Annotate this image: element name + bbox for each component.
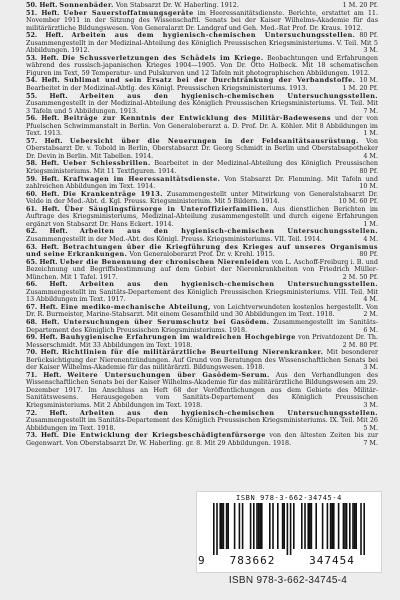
barcode-lead-digit: 9 (198, 554, 205, 567)
entry-price: 7 M. (363, 438, 378, 447)
barcode-bar (293, 503, 295, 549)
entry-title: Die Krankenträge 1913. (63, 189, 163, 198)
entry-description: Zusammengestellt im Sanitäts-Departement des Königlich Preussischen Kriegsministeriums. 1918. (26, 317, 378, 334)
entry-number: 71. Heft. (26, 370, 62, 379)
entry-number: 61. Heft. (26, 204, 60, 213)
barcode-bar (360, 503, 362, 555)
barcode-bar (304, 503, 306, 549)
entry-number: 68. Heft. (26, 317, 60, 326)
entry-number: 69. Heft. (26, 333, 58, 342)
entry-title: Die Schussverletzungen des Schädels im Kriege. (62, 53, 264, 62)
entry-price: 3 M. (363, 400, 378, 409)
barcode-image (201, 503, 377, 555)
barcode-bar (234, 503, 236, 549)
entry-title: Ueber die Benennung der chronischen Nierenleiden (59, 257, 270, 266)
publication-entry (26, 228, 378, 243)
entry-number: 67. Heft. (26, 302, 58, 311)
entry-price: 1 M. (363, 129, 378, 138)
entry-price: 7 M. (363, 106, 378, 115)
entry-title: Die Entwicklung der Kriegsbeschädigtenfürsorge (62, 431, 266, 440)
barcode-bar (338, 503, 340, 549)
barcode-bar (349, 503, 351, 549)
entry-number: 72. Heft. (26, 408, 68, 417)
entry-description: und der von Pfuelschen Schwimmanstalt in Berlin. Von Generaloberarzt a. D. Prof. Dr. A. Köhler. Mit 8 Abbildungen im Text. 1913. (26, 114, 378, 138)
publication-entry (26, 304, 378, 319)
entry-title: Betrachtungen über die Kriegführung des Krieges auf unseres Organismus und seine Erkrankungen. (26, 242, 378, 259)
entry-description: Von Oberstabsarzt Dr. v. Tobold in Berlin, Oberstabsarzt Dr. Georg Schmidt in Berlin und Oberstabsapotheker Dr. Devin in Berlin. Mit Tabellen. 1914. (26, 136, 378, 160)
barcode-bar (363, 503, 365, 555)
entry-number: 50. Heft. (26, 1, 58, 9)
entry-title: Über Säuglingsfürsorge in Unteroffizierfamilien. (64, 204, 269, 213)
barcode-bar (250, 503, 252, 549)
entry-description: Von Stabsarzt Dr. W. Haberling. 1912. (115, 1, 239, 9)
barcode-bar (259, 503, 261, 549)
entry-number: 52. Heft. (26, 31, 64, 40)
publication-entry (26, 281, 378, 304)
barcode-bar (327, 503, 329, 549)
entry-description: Aus dienstlichen Berichten im Auftrage des Kriegsministeriums, Medizinal-Abteilung zusammengestellt und durch eigene Erfahrungen ergänzt von Stabsarzt Dr. Hans Eckert. 1914. (26, 204, 378, 228)
barcode-bar (315, 503, 317, 549)
publication-entry (26, 115, 378, 138)
entry-title: Ueber Schiessbrillen. (62, 159, 151, 168)
entry-price: 4 M. (363, 295, 378, 304)
isbn-barcode-label (196, 491, 382, 573)
entry-title: Arbeiten aus den hygienisch-chemischen Untersuchungsstellen. (79, 227, 378, 236)
entry-price: 2 M. 80 Pf. (342, 340, 378, 349)
entry-price: 10 M. (359, 182, 378, 191)
barcode-bar (307, 503, 309, 549)
barcode-bar (253, 503, 255, 549)
barcode-bar (223, 503, 225, 549)
isbn-label-top: ISBN 978-3-662-34745-4 (236, 494, 342, 502)
entry-description: Zusammengestellt im Sanitäts-Departement des Königlich Preussischen Kriegsministeriums. IX. Teil. Mit 26 Abbildungen im Text. 1918. (26, 416, 378, 432)
barcode-bar (258, 503, 260, 549)
entry-number: 57. Heft. (26, 136, 63, 145)
barcode-bar (242, 503, 244, 549)
entry-number: 58. Heft. (26, 159, 60, 168)
entry-description: im Heeressanitätsdienste. Berichte, erstattet am 11. November 1911 in der Sitzung des Wissenschaftl. Senats bei der Kaiser Wilhelms-Akademie für das militärärztliche Bildungswesen. Von Generalarzt Dr. Landgraf und Geh. Med.-Rat Prof. Dr. Kraus. 1912. (26, 8, 378, 32)
entry-price: 1 M. (363, 219, 378, 228)
publication-entry (26, 77, 378, 92)
entry-price: 80 Pf. (359, 31, 378, 40)
entry-title: Untersuchungen über Serumschutz bei Gasödem. (63, 317, 270, 326)
entry-title: Sonnenbäder. (59, 1, 114, 9)
publication-entry (26, 319, 378, 334)
publication-entry (26, 349, 378, 372)
barcode-bar (343, 503, 345, 549)
entry-description: Zusammengestellt in der Medizinal-Abteilung des Königlich Preussischen Kriegsministeriums. V. Teil. Mit 5 Abbildungen. 1912. (26, 38, 378, 55)
barcode-bar (344, 503, 346, 549)
publication-list (26, 2, 378, 447)
barcode-bar (287, 503, 289, 555)
entry-number: 66. Heft. (26, 280, 68, 289)
barcode-bar (226, 503, 228, 549)
entry-price: 6 M. (363, 325, 378, 334)
barcode-bar (355, 503, 357, 549)
publication-entry (26, 32, 378, 55)
entry-description: Bearbeitet in der Medizinal-Abtlg. des Königl. Preussischen Kriegsministeriums. 1913. (26, 84, 308, 93)
entry-price: 4 M. (363, 151, 378, 160)
barcode-bar (311, 503, 313, 549)
barcode-bar (309, 503, 311, 549)
barcode-bar (272, 503, 274, 549)
barcode-bar (346, 503, 348, 549)
publication-entry (26, 372, 378, 410)
entry-price: 4 M. (363, 234, 378, 243)
barcode-bar (256, 503, 258, 549)
barcode-bar (333, 503, 335, 549)
entry-title: Arbeiten aus dem hygienisch-chemischen Untersuchungsstellen. (71, 31, 356, 40)
publication-entry (26, 244, 378, 259)
barcode-bar (322, 503, 324, 549)
barcode-bar (219, 503, 221, 549)
entry-number: 59. Heft. (26, 174, 60, 183)
entry-description: von L. Aschoff-Freiburg i. B. und Bezeichnung und Begriffsbestimmung auf dem Gebiet der Nierenkrankheiten von Friedrich Müller-München. Mit 1 Tafel. 1917. (26, 257, 378, 281)
entry-price: 3 M. (363, 363, 378, 372)
entry-price: 80 Pf. (359, 167, 378, 176)
publication-entry (26, 432, 378, 447)
entry-number: 55. Heft. (26, 91, 68, 100)
entry-price: 2 M. (363, 310, 378, 319)
entry-title: Arbeiten aus den hygienisch-chemischen Untersuchungsstellen. (79, 408, 378, 417)
entry-price: 10 M. 60 Pf. (338, 197, 378, 206)
barcode-left-digits: 783662 (229, 554, 276, 567)
barcode-bar (261, 503, 263, 549)
entry-title: Uebersicht über die Neuerungen in der Feldsanitätsausrüstung. (69, 136, 359, 145)
entry-description: von Privatdozent Dr. Th. Messerschmidt. Mit 33 Abbildungen im Text. 1918. (26, 333, 378, 349)
publication-entry (26, 206, 378, 229)
entry-number: 60. Heft. (26, 189, 60, 198)
entry-title: Kraftwagen im Heeressanitätsdienste. (63, 174, 221, 183)
entry-description: von den ältesten Zeiten bis zur Gegenwart. Von Oberstabsarzt Dr. W. Haberling. gr. 8. Mit 29 Abbildungen. 1918. (26, 431, 379, 447)
entry-number: 73. Heft. (26, 431, 60, 440)
barcode-bar (301, 503, 303, 549)
entry-title: Arbeiten aus den hygienisch-chemischen Untersuchungsstellen. (79, 91, 378, 100)
barcode-bar (277, 503, 279, 549)
entry-title: Eine mediko-mechanische Abteilung, (60, 302, 211, 311)
publication-entry (26, 138, 378, 161)
barcode-bar (352, 503, 354, 549)
barcode-right-digits: 347454 (309, 554, 355, 567)
barcode-bar (330, 503, 332, 549)
entry-number: 63. Heft. (26, 242, 60, 251)
entry-title: Bauhygienische Erfahrungen im waldreichen Hochgebirge (60, 333, 296, 342)
publication-entry (26, 410, 378, 433)
barcode-bar (227, 503, 229, 549)
publication-entry (26, 160, 378, 175)
publication-entry (26, 176, 378, 191)
entry-description: Mit besonderer Berücksichtigung der Nierenentzündungen. Auf Grund von Beratungen des Wissenschaftlichen Senats bei der Kaiser Wilhelms-Akademie für das militärärztl. Bildungswesen. 1918. (26, 348, 378, 372)
barcode-bar (354, 503, 356, 549)
barcode-bar (216, 503, 218, 555)
barcode-bar (269, 503, 271, 549)
entry-title: Beiträge zur Kenntnis der Entwicklung des Militär-Badewesens (63, 114, 331, 123)
entry-price: 3 M. (363, 46, 378, 55)
publication-entry (26, 191, 378, 206)
entry-description: Von Generaloberarzt Prof. Dr. v. Krehl. 1915. (129, 250, 275, 259)
entry-price: 5 M. (363, 423, 378, 432)
barcode-bar (282, 503, 284, 549)
entry-title: Richtlinien für die militärärztliche Beurteilung Nierenkranker. (62, 348, 324, 357)
entry-price: 1 M. 20 Pf. (342, 84, 378, 93)
barcode-bar (290, 503, 292, 555)
entry-number: 65. Heft. (26, 257, 58, 266)
barcode-bar (283, 503, 285, 549)
entry-price: 1 M. 20 Pf. (342, 1, 378, 9)
publication-entry (26, 93, 378, 116)
entry-title: Ueber Sauerstoffatmungsgeräte (63, 8, 194, 17)
barcode-bar (213, 503, 215, 555)
entry-price: 80 Pf. (359, 250, 378, 259)
barcode-bar (221, 503, 223, 549)
entry-description: Von Stabsarzt Dr. Flemming. Mit Tafeln und zahlreichen Abbildungen im Text. 1914. (26, 174, 378, 191)
entry-title: Weitere Untersuchungen über Gasödem-Serum. (67, 370, 270, 379)
entry-price: 10 M. (359, 76, 378, 85)
entry-description: Zusammengestellt unter Mitwirkung von Generalstabsarzt Dr. Velde in der Med.-Abt. d. Kgl. Preuss. Kriegsministerium. Mit 5 Bildern. 1914. (26, 189, 378, 206)
entry-price: 2 M. 50 Pf. (342, 272, 378, 281)
entry-description: Bearbeitet in der Medizinal-Abteilung des Königlich Preussischen Kriegsministeriums. Mit 11 Textfiguren. 1914. (26, 159, 378, 176)
isbn-text-bottom: ISBN 978-3-662-34745-4 (228, 575, 348, 586)
entry-description: Zusammengestellt im Sanitäts-Departement des Königlich Preussischen Kriegsministeriums. VIII. Teil. Mit 13 Abbildungen im Text. 1917. (26, 287, 378, 304)
entry-number: 53. Heft. (26, 53, 59, 62)
entry-description: von Leichtverwundeten kostenlos hergestellt. Von Dr. R. Burmeister, Marine-Stabsarzt. Mit einem Gesamtbild und 30 Abbildungen im Text. 1918. (26, 302, 378, 319)
entry-number: 54. Heft. (26, 76, 60, 85)
barcode-bar (331, 503, 333, 549)
entry-number: 51. Heft. (26, 8, 60, 17)
entry-number: 56. Heft. (26, 114, 60, 123)
publication-entry (26, 334, 378, 349)
entry-description: Aus den Verhandlungen des Wissenschaftlichen Senats bei der Kaiser Wilhelms-Akademie für das militärärztliche Bildungswesen am 29. Dezember 1917. Im Anschluss an Heft 68 der Veröffentlichungen aus dem Gebiete des Militär-Sanitätswesens. Herausgegeben vom Sanitäts-Departement des Königlich Preussischen Kriegsministeriums. Mit 2 Abbildungen im Text. 1918. (26, 370, 378, 409)
entry-title: Sublimat und sein Ersatz bei der Durchtränkung der Verbandstoffe. (64, 76, 356, 85)
barcode-bar (239, 503, 241, 549)
entry-description: Beobachtungen und Erfahrungen während des russisch-japanischen Krieges 1904—1905. Von Dr. Otto Holbeck. Mit 18 schematischen Figuren im Text, 59 Temperatur- und Pulskurven und 12 Tafeln mit photographischen Abbildungen. 1912. (26, 53, 378, 77)
entry-number: 70. Heft. (26, 348, 59, 357)
publication-entry (26, 259, 378, 282)
entry-description: Zusammengestellt in der Medizinal-Abteilung des Königlich Preussischen Kriegsministeriums. VI. Teil. Mit 3 Tafeln und 5 Abbildungen. 1913. (26, 99, 378, 115)
entry-number: 62. Heft. (26, 227, 68, 236)
entry-description: Zusammengestellt in der Med.-Abt. des Königl. Preuss. Kriegsministeriums. VII. Teil. 1914. (26, 234, 323, 243)
entry-title: Arbeiten aus den hygienisch-chemischen Untersuchungsstellen. (79, 280, 378, 289)
